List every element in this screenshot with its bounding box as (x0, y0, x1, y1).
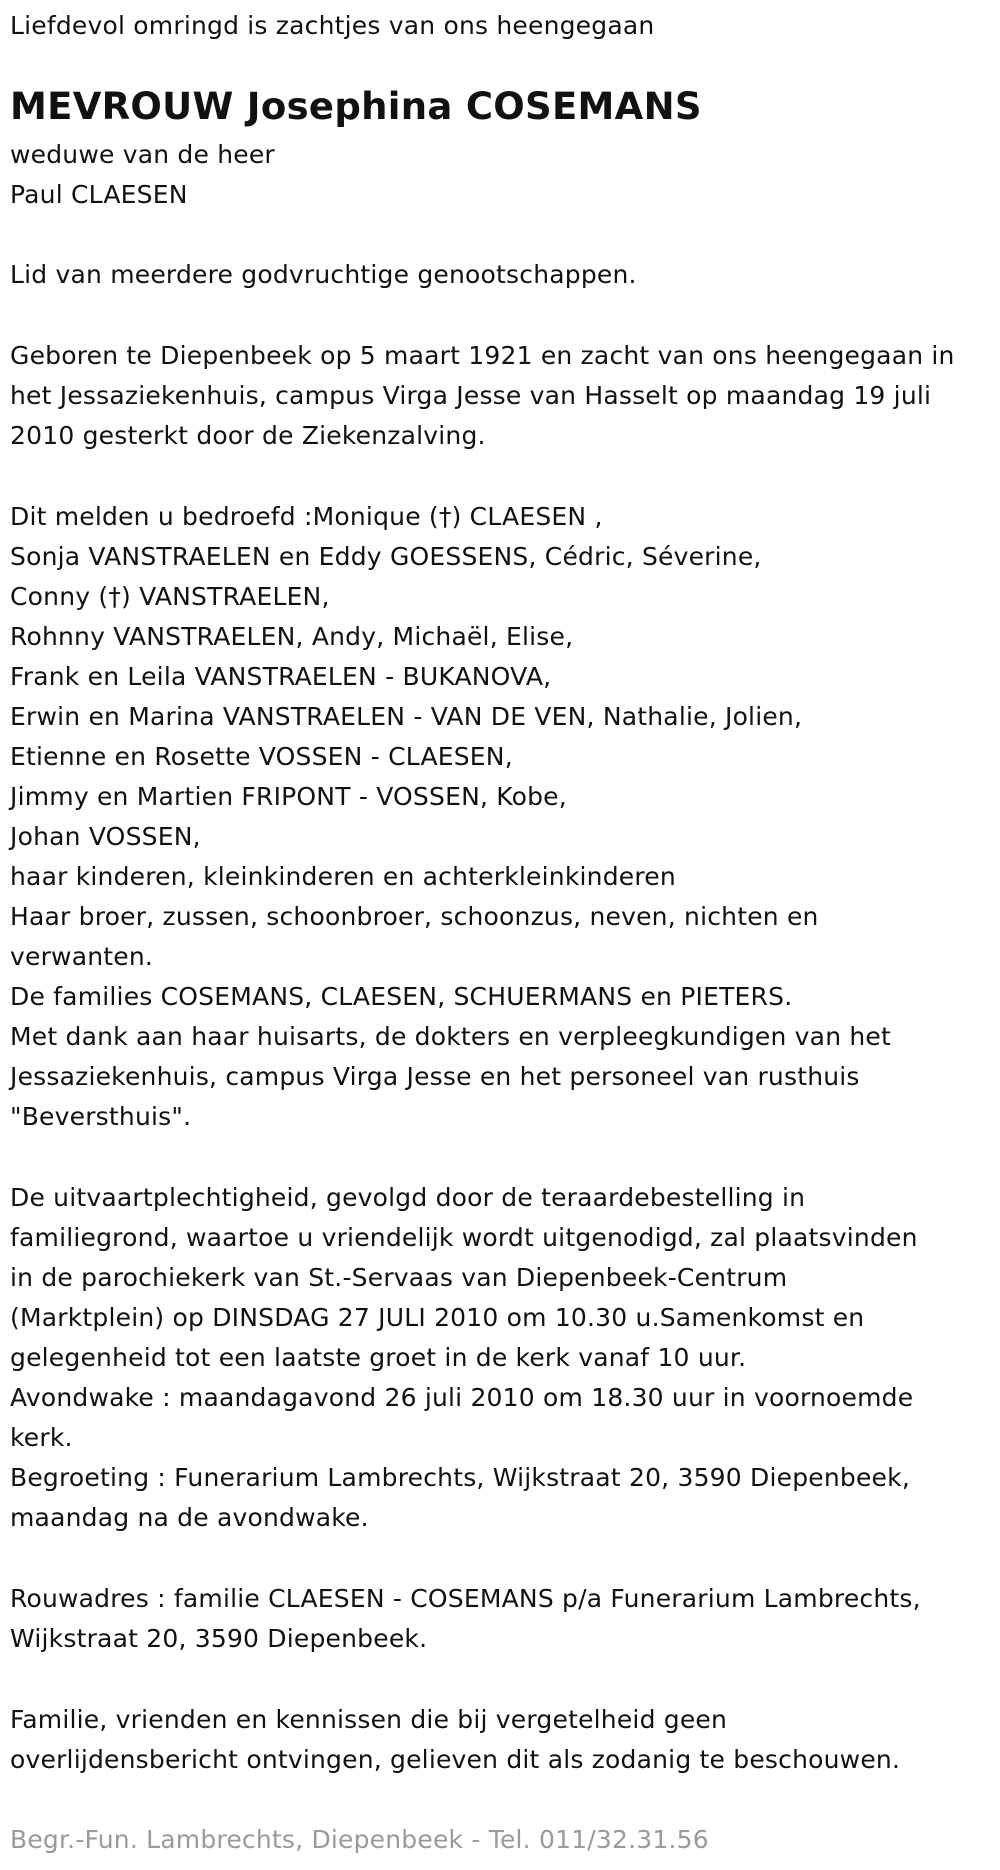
family-line: Conny (†) VANSTRAELEN, (10, 582, 330, 611)
family-line: Erwin en Marina VANSTRAELEN - VAN DE VEN, Nathalie, Jolien, (10, 702, 803, 731)
family-line: Dit melden u bedroefd :Monique (†) CLAESEN , (10, 502, 603, 531)
family-line: Sonja VANSTRAELEN en Eddy GOESSENS, Cédric, Séverine, (10, 542, 762, 571)
birth-death-line: Geboren te Diepenbeek op 5 maart 1921 en zacht van ons heengegaan in (10, 341, 955, 370)
intro-text: Liefdevol omringd is zachtjes van ons heengegaan (10, 11, 655, 40)
family-line: Met dank aan haar huisarts, de dokters en verpleegkundigen van het (10, 1022, 892, 1051)
notice-line: overlijdensbericht ontvingen, gelieven dit als zodanig te beschouwen. (10, 1745, 901, 1774)
family-line: De families COSEMANS, CLAESEN, SCHUERMANS en PIETERS. (10, 982, 793, 1011)
spouse-line: Paul CLAESEN (10, 180, 188, 209)
family-line: Jimmy en Martien FRIPONT - VOSSEN, Kobe, (10, 782, 567, 811)
family-line: Frank en Leila VANSTRAELEN - BUKANOVA, (10, 662, 552, 691)
address-line: Rouwadres : familie CLAESEN - COSEMANS p/a Funerarium Lambrechts, (10, 1584, 921, 1613)
ceremony-line: familiegrond, waartoe u vriendelijk wordt uitgenodigd, zal plaatsvinden (10, 1223, 918, 1252)
address-line: Wijkstraat 20, 3590 Diepenbeek. (10, 1624, 428, 1653)
ceremony-line: (Marktplein) op DINSDAG 27 JULI 2010 om 10.30 u.Samenkomst en (10, 1303, 865, 1332)
ceremony-line: kerk. (10, 1423, 73, 1452)
family-line: Etienne en Rosette VOSSEN - CLAESEN, (10, 742, 513, 771)
family-line: "Beversthuis". (10, 1102, 192, 1131)
ceremony-line: in de parochiekerk van St.-Servaas van Diepenbeek-Centrum (10, 1263, 788, 1292)
family-line: haar kinderen, kleinkinderen en achterkleinkinderen (10, 862, 676, 891)
ceremony-line: Avondwake : maandagavond 26 juli 2010 om 18.30 uur in voornoemde (10, 1383, 914, 1412)
ceremony-line: gelegenheid tot een laatste groet in de kerk vanaf 10 uur. (10, 1343, 747, 1372)
membership-text: Lid van meerdere godvruchtige genootschappen. (10, 260, 637, 289)
family-line: verwanten. (10, 942, 154, 971)
ceremony-line: maandag na de avondwake. (10, 1503, 369, 1532)
family-line: Haar broer, zussen, schoonbroer, schoonzus, neven, nichten en (10, 902, 819, 931)
birth-death-line: het Jessaziekenhuis, campus Virga Jesse van Hasselt op maandag 19 juli (10, 381, 932, 410)
ceremony-line: Begroeting : Funerarium Lambrechts, Wijkstraat 20, 3590 Diepenbeek, (10, 1463, 910, 1492)
ceremony-line: De uitvaartplechtigheid, gevolgd door de teraardebestelling in (10, 1183, 806, 1212)
spouse-line: weduwe van de heer (10, 140, 275, 169)
family-line: Rohnny VANSTRAELEN, Andy, Michaël, Elise, (10, 622, 574, 651)
notice-line: Familie, vrienden en kennissen die bij vergetelheid geen (10, 1705, 728, 1734)
deceased-name: MEVROUW Josephina COSEMANS (10, 85, 702, 128)
funeral-home-footer: Begr.-Fun. Lambrechts, Diepenbeek - Tel. 011/32.31.56 (10, 1825, 709, 1854)
family-line: Johan VOSSEN, (10, 822, 201, 851)
birth-death-line: 2010 gesterkt door de Ziekenzalving. (10, 421, 486, 450)
family-line: Jessaziekenhuis, campus Virga Jesse en het personeel van rusthuis (10, 1062, 860, 1091)
